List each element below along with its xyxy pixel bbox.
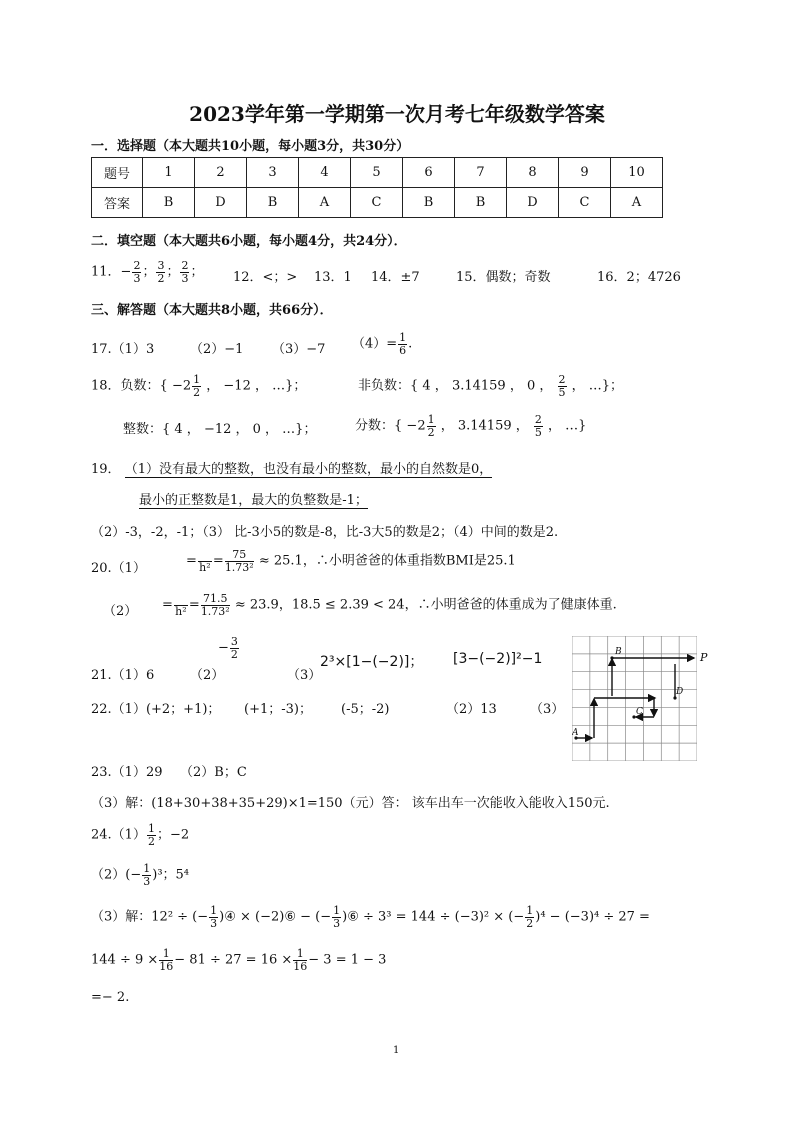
q24-a-rest: ；−2 <box>156 827 190 843</box>
answer-19-2: （2）-3，-2，-1；（3） 比-3小5的数是-8，比-3大5的数是2；（4）中间的数是2. <box>91 525 559 540</box>
answer-17-3: （3）−7 <box>272 342 326 357</box>
q20-eq: = <box>212 553 224 569</box>
answer-15: 15．偶数；奇数 <box>456 270 551 285</box>
fraction <box>159 948 173 972</box>
numerator: 1 <box>193 373 201 386</box>
table-cell: A <box>611 188 663 218</box>
q20-eq: = <box>186 553 197 569</box>
table-cell: 6 <box>403 158 455 188</box>
q24-label: 24.（1） <box>91 827 146 843</box>
answer-24-3 <box>91 905 650 929</box>
table-cell: C <box>351 188 403 218</box>
answer-20-1 <box>91 557 146 576</box>
answer-24-1 <box>91 823 189 847</box>
numerator: 2 <box>133 259 141 272</box>
denominator: 2 <box>427 425 435 439</box>
answer-21-3-expr1 <box>320 651 423 671</box>
numerator: 2 <box>181 259 189 272</box>
answer-21-3-label: （3） <box>287 668 322 683</box>
fraction <box>293 948 307 972</box>
denominator: 2 <box>193 385 201 399</box>
table-cell: 2 <box>195 158 247 188</box>
denominator: 5 <box>558 385 566 399</box>
answer-11 <box>91 260 204 284</box>
answer-21-3-expr2: [3−(−2)]²−1 <box>453 651 543 667</box>
page-title: 2023学年第一学期第一次月考七年级数学答案 <box>189 102 605 126</box>
table-cell: 7 <box>455 158 507 188</box>
q20-result2: ≈ 23.9，18.5 ≤ 2.39 < 24，∴小明爸爸的体重成为了健康体重. <box>234 597 617 613</box>
answer-24-result: =− 2. <box>91 990 130 1005</box>
numerator: 1 <box>399 331 407 344</box>
denominator: 2 <box>526 916 534 930</box>
numerator: 2 <box>558 373 566 386</box>
answer-22-3-label: （3） <box>530 702 565 717</box>
answer-17-4 <box>352 332 412 356</box>
table-cell: B <box>247 188 299 218</box>
q24-b-label: （2）(− <box>91 867 142 883</box>
table-answer-label: 答案 <box>92 188 143 218</box>
q24-d2: − 81 ÷ 27 = 16 × <box>174 952 293 968</box>
table-header-label: 题号 <box>92 158 143 188</box>
fraction <box>201 593 230 617</box>
answer-22-2: （2）13 <box>446 702 497 717</box>
denominator: 2 <box>157 271 165 285</box>
q17-end: . <box>408 336 413 352</box>
fraction <box>147 823 156 847</box>
numerator: 3 <box>230 635 238 648</box>
table-cell: 9 <box>559 158 611 188</box>
denominator: h² <box>175 604 187 618</box>
numerator: 1 <box>159 948 173 961</box>
table-cell: D <box>195 188 247 218</box>
point-b <box>610 656 613 659</box>
q20-eq: = <box>162 597 173 613</box>
answer-19-1b: 最小的正整数是1，最大的负整数是-1； <box>139 489 368 509</box>
table-cell: 4 <box>299 158 351 188</box>
q20-label1: 20.（1） <box>91 561 146 576</box>
q18-neg-label: 负数：{ <box>120 378 168 394</box>
table-cell: 8 <box>507 158 559 188</box>
answer-20-1-formula <box>186 549 516 573</box>
q24-d1: 144 ÷ 9 × <box>91 952 159 968</box>
label-d: D <box>676 687 684 697</box>
numerator: 1 <box>143 862 151 875</box>
fraction <box>225 549 254 573</box>
section-choice-heading: 一．选择题（本大题共10小题，每小题3分，共30分） <box>91 139 410 154</box>
table-cell: C <box>559 188 611 218</box>
label-p-outside: P <box>700 651 708 664</box>
denominator: 16 <box>159 959 174 973</box>
answer-18-line1 <box>91 374 306 398</box>
fraction <box>198 549 212 573</box>
numerator: 71.5 <box>201 593 230 606</box>
label-a: A <box>572 728 579 738</box>
answer-24-2 <box>91 863 189 887</box>
separator: ； <box>166 264 180 280</box>
q24-c1: （3）解：12² ÷ (− <box>91 909 209 925</box>
answer-19-1 <box>91 458 492 477</box>
table-row-answers <box>92 188 663 218</box>
q24-c2: )④ × (−2)⑥ − (− <box>219 909 332 925</box>
q24-b-rest: )³；5⁴ <box>152 867 190 883</box>
fraction <box>209 905 218 929</box>
coordinate-grid-diagram <box>572 636 697 761</box>
q18-frac-rest: ， 3.14159 ， <box>440 418 529 434</box>
table-cell: 3 <box>247 158 299 188</box>
table-cell: 5 <box>351 158 403 188</box>
answer-18-int: 整数：{ 4 ， −12 ， 0 ， …}； <box>123 422 317 437</box>
denominator: 3 <box>181 271 189 285</box>
numerator: 1 <box>427 413 435 426</box>
denominator: 5 <box>534 425 542 439</box>
fraction <box>230 636 239 660</box>
label-c: C <box>636 707 643 717</box>
table-row-numbers <box>92 158 663 188</box>
q19-label: 19． <box>91 462 121 477</box>
fraction <box>398 332 407 356</box>
answer-23-2: （2）B；C <box>180 765 247 780</box>
q17-eq: （4）= <box>352 336 398 352</box>
label-b: B <box>615 647 622 657</box>
denominator: 6 <box>399 343 407 357</box>
table-cell: 1 <box>143 158 195 188</box>
table-cell: B <box>403 188 455 218</box>
fraction <box>192 374 201 398</box>
denominator: 3 <box>133 271 141 285</box>
q20-result1: ≈ 25.1，∴小明爸爸的体重指数BMI是25.1 <box>258 553 516 569</box>
table-cell: B <box>455 188 507 218</box>
answer-table <box>91 157 663 218</box>
answer-21-2-label: （2） <box>190 668 225 683</box>
table-cell: 10 <box>611 158 663 188</box>
q18-frac-whole: −2 <box>406 418 426 434</box>
q18-neg-whole: −2 <box>171 378 192 394</box>
fraction <box>525 905 534 929</box>
numerator: 1 <box>333 904 341 917</box>
q11-label: 11． <box>91 264 121 280</box>
answer-14: 14．±7 <box>371 270 420 285</box>
q21-neg: − <box>218 640 229 656</box>
answer-21-1: 21.（1）6 <box>91 668 155 683</box>
q24-d3: − 3 = 1 − 3 <box>308 952 387 968</box>
numerator: 3 <box>157 259 165 272</box>
q11-neg: − <box>120 264 132 280</box>
answer-22-1c: (-5；-2) <box>341 702 390 717</box>
q20-eq: = <box>188 597 200 613</box>
answer-21-2 <box>218 636 240 660</box>
denominator: 1.73² <box>224 560 254 574</box>
numerator: 1 <box>526 904 534 917</box>
q24-c3: )⑥ ÷ 3³ = 144 ÷ (−3)² × (− <box>342 909 525 925</box>
q18-neg-rest: ， −12 ， …}； <box>206 378 307 394</box>
answer-12: 12．<；> <box>233 270 298 285</box>
denominator: 3 <box>143 874 151 888</box>
answer-16: 16．2；4726 <box>597 270 681 285</box>
numerator: 1 <box>147 822 155 835</box>
section-solve-heading: 三、解答题（本大题共8小题，共66分）． <box>91 303 333 318</box>
answer-20-2: （2） <box>103 604 138 619</box>
answer-22-1b: (+1；-3)； <box>244 702 312 717</box>
q18-frac-end: ， …} <box>548 418 587 434</box>
q18-nonneg-end: ， …}； <box>571 378 624 394</box>
fraction <box>142 863 151 887</box>
table-cell: B <box>143 188 195 218</box>
numerator: 1 <box>210 904 218 917</box>
numerator: 2 <box>534 413 542 426</box>
separator: ； <box>142 264 156 280</box>
table-cell: D <box>507 188 559 218</box>
table-cell: A <box>299 188 351 218</box>
fraction <box>534 414 543 438</box>
answer-23-1: 23.（1）29 <box>91 765 163 780</box>
answer-17-2: （2）−1 <box>190 342 244 357</box>
page-number: 1 <box>393 1045 400 1056</box>
fraction <box>156 260 165 284</box>
denominator: h² <box>199 560 211 574</box>
numerator: 75 <box>225 549 254 562</box>
fraction <box>132 260 141 284</box>
answer-20-2-formula <box>162 593 617 617</box>
section-fill-heading: 二．填空题（本大题共6小题，每小题4分，共24分）． <box>91 234 407 249</box>
fraction <box>558 374 567 398</box>
q11-end: ； <box>190 264 204 280</box>
answer-24-3-cont <box>91 948 386 972</box>
fraction <box>427 414 436 438</box>
denominator: 3 <box>210 916 218 930</box>
q19-part1: （1）没有最大的整数，也没有最小的整数，最小的自然数是0， <box>124 462 493 477</box>
denominator: 3 <box>333 916 341 930</box>
q18-nonneg-label: 非负数：{ 4 ， 3.14159 ， 0 ， <box>358 378 553 394</box>
answer-18-nonneg <box>358 374 623 398</box>
denominator: 2 <box>147 834 155 848</box>
numerator: 1 <box>293 948 307 961</box>
fraction <box>180 260 189 284</box>
q18-frac-label: 分数：{ <box>355 418 403 434</box>
fraction <box>174 593 188 617</box>
q24-c4: )⁴ − (−3)⁴ ÷ 27 = <box>535 909 650 925</box>
denominator: 1.73² <box>200 604 230 618</box>
q21-expr1: 2³×[1−(−2)] <box>320 654 410 670</box>
answer-18-frac <box>355 414 586 438</box>
answer-17-1: 17.（1）3 <box>91 342 155 357</box>
separator: ； <box>409 654 424 670</box>
answer-22-1a: 22.（1）(+2；+1)； <box>91 702 221 717</box>
answer-23-3: （3）解：(18+30+38+35+29)×1=150（元）答： 该车出车一次能收入能收入150元. <box>91 796 610 811</box>
denominator: 16 <box>293 959 308 973</box>
denominator: 2 <box>230 647 238 661</box>
answer-13: 13．1 <box>314 270 352 285</box>
q18-label: 18． <box>91 378 121 394</box>
fraction <box>332 905 341 929</box>
